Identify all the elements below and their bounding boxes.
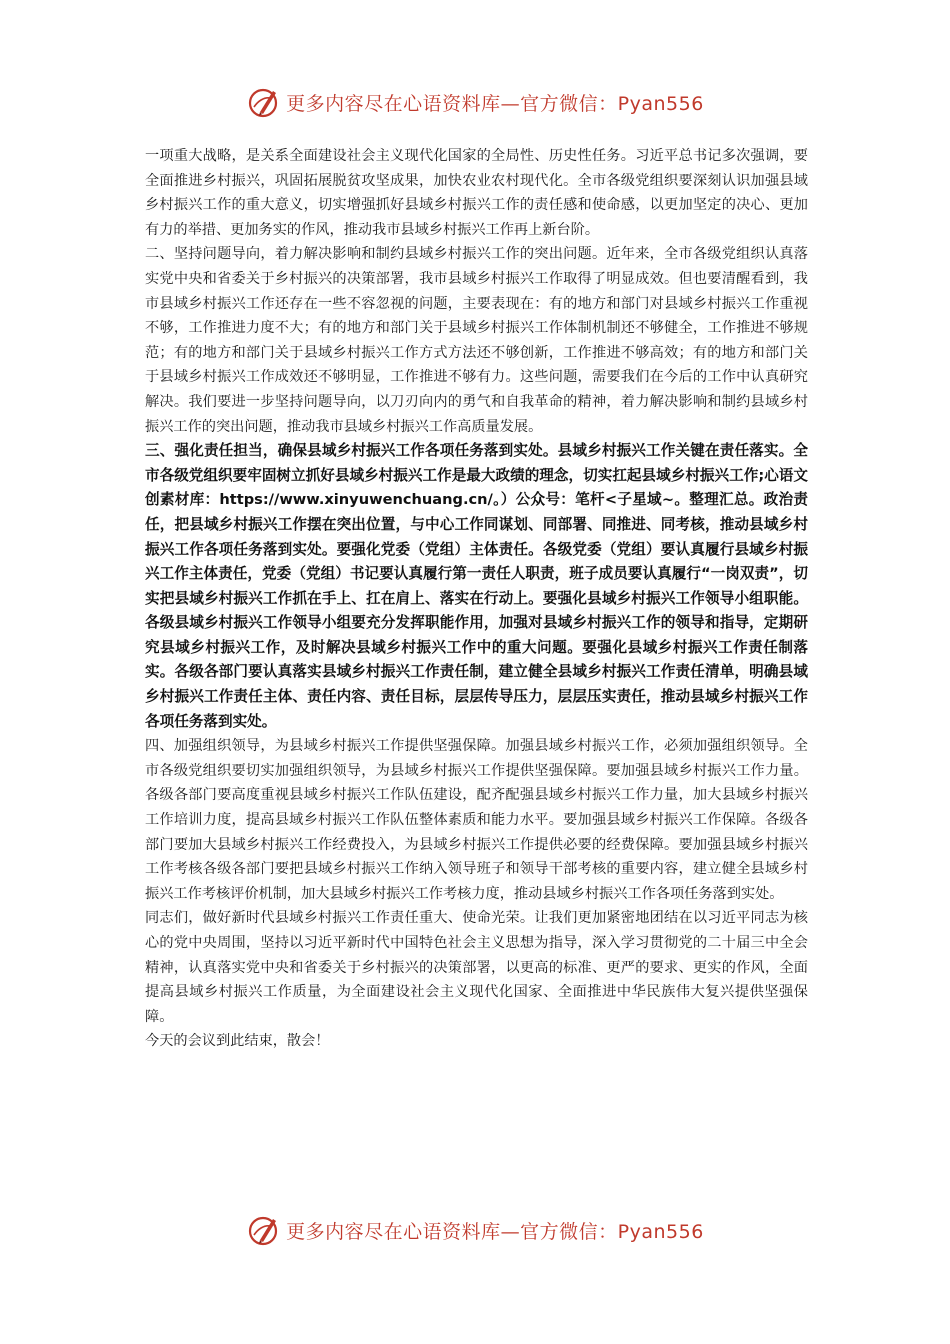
header-banner (0, 82, 950, 122)
pen-circle-logo-icon (246, 85, 280, 119)
document-body (145, 144, 808, 1054)
footer-banner (0, 1210, 950, 1250)
footer-banner-text (286, 1217, 704, 1244)
paragraph-end: 今天的会议到此结束，散会！ (145, 1033, 330, 1050)
paragraph-section-3: 三、强化责任担当，确保县域乡村振兴工作各项任务落到实处。县域乡村振兴工作关键在责任落实。全市各级党组织要牢固树立抓好县域乡村振兴工作是最大政绩的理念，切实扛起县域乡村振兴工作;心语文创素材库：https://www.xinyuwenchuang.cn/。）公众号：笔杆<子星域~。整理汇总。政治责任，把县域乡村振兴工作摆在突出位置，与中心工作同谋划、同部署、同推进、同考核，推动县域乡村振兴工作各项任务落到实处。要强化党委（党组）主体责任。各级党委（党组）要认真履行县域乡村振兴工作主体责任，党委（党组）书记要认真履行第一责任人职责，班子成员要认真履行“一岗双责”，切实把县域乡村振兴工作抓在手上、扛在肩上、落实在行动上。要强化县域乡村振兴工作领导小组职能。各级县域乡村振兴工作领导小组要充分发挥职能作用，加强对县域乡村振兴工作的领导和指导，定期研究县域乡村振兴工作，及时解决县域乡村振兴工作中的重大问题。要强化县域乡村振兴工作责任制落实。各级各部门要认真落实县域乡村振兴工作责任制，建立健全县域乡村振兴工作责任清单，明确县域乡村振兴工作责任主体、责任内容、责任目标，层层传导压力，层层压实责任，推动县域乡村振兴工作各项任务落到实处。 (145, 442, 808, 730)
pen-circle-logo-icon (246, 1213, 280, 1247)
header-banner-label: 更多内容尽在心语资料库—官方微信： (286, 92, 618, 115)
paragraph-closing: 同志们，做好新时代县域乡村振兴工作责任重大、使命光荣。让我们更加紧密地团结在以习近平同志为核心的党中央周围，坚持以习近平新时代中国特色社会主义思想为指导，深入学习贯彻党的二十届三中全会精神，认真落实党中央和省委关于乡村振兴的决策部署，以更高的标准、更严的要求、更实的作风，全面提高县域乡村振兴工作质量，为全面建设社会主义现代化国家、全面推进中华民族伟大复兴提供坚强保障。 (145, 910, 808, 1025)
header-banner-text (286, 89, 704, 116)
footer-banner-label: 更多内容尽在心语资料库—官方微信： (286, 1220, 618, 1243)
paragraph-intro: 一项重大战略，是关系全面建设社会主义现代化国家的全局性、历史性任务。习近平总书记多次强调，要全面推进乡村振兴，巩固拓展脱贫攻坚成果，加快农业农村现代化。全市各级党组织要深刻认识加强县域乡村振兴工作的重大意义，切实增强抓好县域乡村振兴工作的责任感和使命感，以更加坚定的决心、更加有力的举措、更加务实的作风，推动我市县域乡村振兴工作再上新台阶。 (145, 148, 808, 238)
header-wechat-id: Pyan556 (617, 92, 704, 115)
footer-wechat-id: Pyan556 (617, 1220, 704, 1243)
paragraph-section-2: 二、坚持问题导向，着力解决影响和制约县域乡村振兴工作的突出问题。近年来，全市各级党组织认真落实党中央和省委关于乡村振兴的决策部署，我市县域乡村振兴工作取得了明显成效。但也要清醒看到，我市县域乡村振兴工作还存在一些不容忽视的问题，主要表现在：有的地方和部门对县域乡村振兴工作重视不够，工作推进力度不大；有的地方和部门关于县域乡村振兴工作体制机制还不够健全，工作推进不够规范；有的地方和部门关于县域乡村振兴工作方式方法还不够创新，工作推进不够高效；有的地方和部门关于县域乡村振兴工作成效还不够明显，工作推进不够有力。这些问题，需要我们在今后的工作中认真研究解决。我们要进一步坚持问题导向，以刀刃向内的勇气和自我革命的精神，着力解决影响和制约县域乡村振兴工作的突出问题，推动我市县域乡村振兴工作高质量发展。 (145, 246, 808, 435)
paragraph-section-4: 四、加强组织领导，为县域乡村振兴工作提供坚强保障。加强县域乡村振兴工作，必须加强组织领导。全市各级党组织要切实加强组织领导，为县域乡村振兴工作提供坚强保障。要加强县域乡村振兴工作力量。各级各部门要高度重视县域乡村振兴工作队伍建设，配齐配强县域乡村振兴工作力量，加大县域乡村振兴工作培训力度，提高县域乡村振兴工作队伍整体素质和能力水平。要加强县域乡村振兴工作保障。各级各部门要加大县域乡村振兴工作经费投入，为县域乡村振兴工作提供必要的经费保障。要加强县域乡村振兴工作考核各级各部门要把县域乡村振兴工作纳入领导班子和领导干部考核的重要内容，建立健全县域乡村振兴工作考核评价机制，加大县域乡村振兴工作考核力度，推动县域乡村振兴工作各项任务落到实处。 (145, 738, 808, 902)
